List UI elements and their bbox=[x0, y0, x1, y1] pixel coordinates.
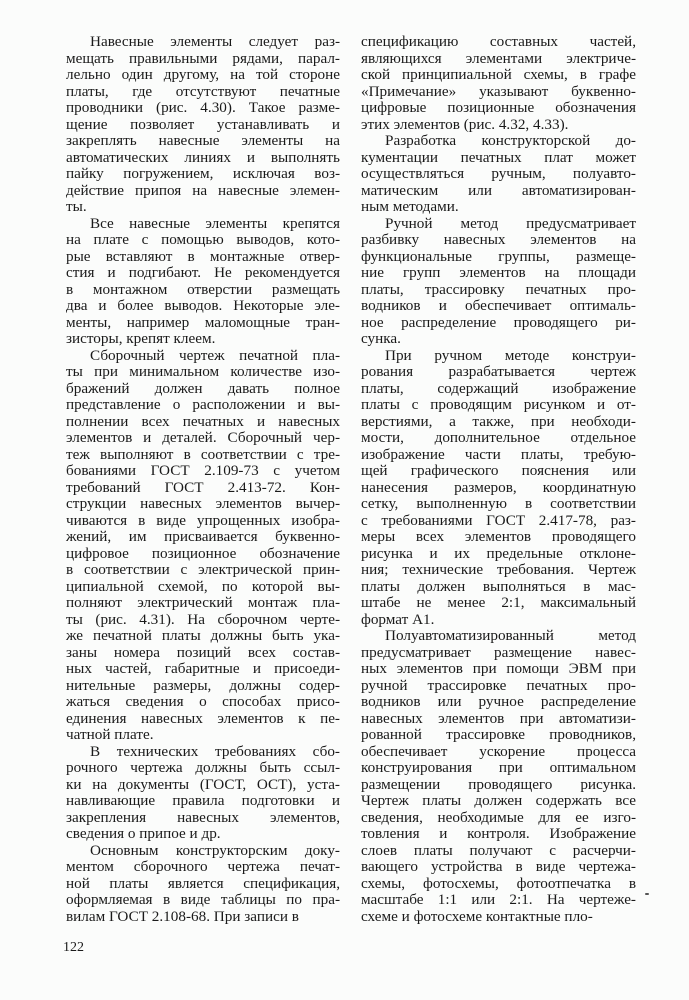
text-line: ты (рис. 4.31). На сборочном черте- bbox=[66, 610, 340, 628]
text-line: ципиальной схемой, по которой вы- bbox=[66, 577, 340, 595]
text-line: ручной трассировке печатных про- bbox=[361, 676, 636, 694]
text-line: являющихся элементами электриче- bbox=[361, 49, 636, 67]
text-line: ное распределение проводящего ри- bbox=[361, 313, 636, 331]
text-line: вилам ГОСТ 2.108-68. При записи в bbox=[66, 907, 299, 925]
text-line: верстиями, а также, при необходи- bbox=[361, 412, 636, 430]
text-line: Полуавтоматизированный метод bbox=[385, 627, 636, 644]
text-line: полняют электрический монтаж пла- bbox=[66, 594, 340, 611]
text-line: лельно один другому, на той стороне bbox=[66, 66, 340, 83]
text-line: представление о расположении и вы- bbox=[66, 396, 340, 413]
text-line: водников и обеспечивает оптималь- bbox=[361, 297, 636, 314]
text-line: навесных элементов при автоматизи- bbox=[361, 709, 636, 727]
text-line: ской принципиальной схемы, в графе bbox=[361, 66, 636, 83]
text-line: ных частей, габаритные и присоеди- bbox=[66, 660, 340, 677]
text-line: спецификацию составных частей, bbox=[361, 33, 636, 50]
text-line: проводники (рис. 4.30). Такое разме- bbox=[66, 99, 340, 116]
text-line: сведения о припое и др. bbox=[66, 825, 221, 842]
paragraph bbox=[361, 133, 636, 216]
text-line: Навесные элементы следует раз- bbox=[90, 33, 340, 50]
text-line: же печатной платы должны быть ука- bbox=[66, 627, 340, 644]
text-line: нанесения размеров, координатную bbox=[361, 478, 636, 496]
text-line: пайку погружением, исключая воз- bbox=[66, 165, 340, 182]
paragraph bbox=[66, 744, 340, 843]
left-text-column bbox=[66, 34, 340, 925]
text-line: рованной трассировке проводников, bbox=[361, 726, 636, 743]
text-line: предусматривает размещение навес- bbox=[361, 643, 636, 661]
text-line: менты, например маломощные тран- bbox=[66, 313, 340, 331]
text-line: с требованиями ГОСТ 2.417-78, раз- bbox=[361, 511, 636, 529]
text-line: функциональные группы, размеще- bbox=[361, 247, 636, 265]
text-line: щение позволяет устанавливать и bbox=[66, 115, 340, 133]
text-line: сунка. bbox=[361, 330, 401, 347]
text-line: жений, им присваивается буквенно- bbox=[66, 528, 340, 545]
text-line: вающего устройства в виде чертежа- bbox=[361, 858, 636, 875]
text-line: Чертеж платы должен содержать все bbox=[361, 792, 636, 809]
text-line: матическим или автоматизирован- bbox=[361, 181, 636, 199]
text-line: ным методами. bbox=[361, 198, 459, 215]
paragraph bbox=[66, 216, 340, 348]
text-line: В технических требованиях сбо- bbox=[90, 742, 340, 760]
text-line: Разработка конструкторской до- bbox=[385, 132, 636, 149]
text-line: на плате с помощью выводов, кото- bbox=[66, 231, 340, 248]
text-line: меры всех элементов проводящего bbox=[361, 528, 636, 545]
text-line: жаться сведения о способах присо- bbox=[66, 693, 340, 710]
text-line: «Примечание» указывают буквенно- bbox=[361, 82, 636, 100]
scan-speck bbox=[645, 893, 649, 895]
paragraph bbox=[361, 628, 636, 925]
text-line: бованиями ГОСТ 2.109-73 с учетом bbox=[66, 462, 340, 479]
text-line: осуществляться ручным, полуавто- bbox=[361, 165, 636, 182]
text-line: оформляемая в виде таблицы по пра- bbox=[66, 891, 340, 908]
text-line: этих элементов (рис. 4.32, 4.33). bbox=[361, 115, 569, 133]
paragraph bbox=[361, 34, 636, 133]
text-line: ной платы является спецификация, bbox=[66, 874, 340, 892]
text-line: цифровые позиционные обозначения bbox=[361, 99, 636, 116]
text-line: ты. bbox=[66, 198, 87, 215]
text-line: платы, содержащий изображение bbox=[361, 379, 636, 397]
text-line: зисторы, крепят клеем. bbox=[66, 330, 216, 347]
text-line: формат А1. bbox=[361, 610, 435, 628]
text-line: кументации печатных плат может bbox=[361, 148, 636, 166]
text-line: действие припоя на навесные элемен- bbox=[66, 181, 340, 199]
text-line: чиваются в виде упрощенных изобра- bbox=[66, 511, 340, 529]
text-line: полнении всех печатных и навесных bbox=[66, 412, 340, 430]
text-line: ных элементов при помощи ЭВМ при bbox=[361, 660, 636, 677]
text-line: ки на документы (ГОСТ, ОСТ), уста- bbox=[66, 775, 340, 793]
text-line: закрепления навесных элементов, bbox=[66, 808, 340, 826]
text-line: в соответствии с электрической прин- bbox=[66, 561, 340, 578]
text-line: единения навесных элементов к пе- bbox=[66, 709, 340, 727]
text-line: щей графического пояснения или bbox=[361, 462, 636, 479]
right-text-column bbox=[361, 34, 636, 925]
text-line: в монтажном отверстии размещать bbox=[66, 280, 340, 298]
text-line: платы, трассировку печатных про- bbox=[361, 280, 636, 298]
text-line: ты при минимальном количестве изо- bbox=[66, 363, 340, 380]
text-line: При ручном методе конструи- bbox=[385, 346, 636, 364]
text-line: платы, где отсутствуют печатные bbox=[66, 82, 340, 100]
text-line: ния; технические требования. Чертеж bbox=[361, 561, 636, 578]
paragraph bbox=[66, 843, 340, 926]
text-line: требований ГОСТ 2.413-72. Кон- bbox=[66, 478, 340, 496]
text-line: рые вставляют в монтажные отвер- bbox=[66, 247, 340, 265]
paragraph bbox=[66, 348, 340, 744]
text-line: изображение части платы, требую- bbox=[361, 445, 636, 463]
text-line: слоев платы получают с расчерчи- bbox=[361, 841, 636, 859]
text-line: рочного чертежа должны быть ссыл- bbox=[66, 759, 340, 776]
text-line: мости, дополнительное отдельное bbox=[361, 429, 636, 446]
text-line: рисунка и их предельные отклоне- bbox=[361, 544, 636, 562]
text-line: стия и подгибают. Не рекомендуется bbox=[66, 264, 340, 281]
text-line: товления и контроля. Изображение bbox=[361, 825, 636, 842]
text-line: нительные размеры, должны содер- bbox=[66, 676, 340, 694]
text-line: рования разрабатывается чертеж bbox=[361, 363, 636, 380]
text-line: Сборочный чертеж печатной пла- bbox=[90, 346, 340, 364]
text-line: конструирования при оптимальном bbox=[361, 759, 636, 776]
text-line: обеспечивает ускорение процесса bbox=[361, 742, 636, 760]
text-line: размещении проводящего рисунка. bbox=[361, 775, 636, 793]
text-line: цифровое позиционное обозначение bbox=[66, 544, 340, 562]
text-line: водников или ручное распределение bbox=[361, 693, 636, 710]
text-line: Все навесные элементы крепятся bbox=[90, 214, 340, 232]
text-line: струкции навесных элементов вычер- bbox=[66, 495, 340, 512]
text-line: закреплять навесные элементы на bbox=[66, 132, 340, 149]
text-line: сведения, необходимые для ее изго- bbox=[361, 808, 636, 826]
text-line: теж выполняют в соответствии с тре- bbox=[66, 445, 340, 463]
text-line: Основным конструкторским доку- bbox=[90, 841, 340, 859]
text-line: мещать правильными рядами, парал- bbox=[66, 49, 340, 67]
paragraph bbox=[66, 34, 340, 216]
text-line: ние групп элементов на площади bbox=[361, 264, 636, 281]
text-line: заны номера позиций всех состав- bbox=[66, 643, 340, 661]
text-line: элементов и деталей. Сборочный чер- bbox=[66, 429, 340, 446]
text-line: штабе не менее 2:1, максимальный bbox=[361, 594, 636, 611]
text-line: автоматических линиях и выполнять bbox=[66, 148, 340, 166]
page-number: 122 bbox=[63, 940, 84, 955]
text-line: бражений должен давать полное bbox=[66, 379, 340, 397]
paragraph bbox=[361, 348, 636, 629]
text-line: масштабе 1:1 или 2:1. На чертеже- bbox=[361, 891, 636, 908]
text-line: платы должен выполняться в мас- bbox=[361, 577, 636, 595]
text-line: Ручной метод предусматривает bbox=[385, 214, 636, 232]
paragraph bbox=[361, 216, 636, 348]
text-line: чатной плате. bbox=[66, 726, 154, 743]
text-line: схемы, фотосхемы, фотоотпечатка в bbox=[361, 874, 636, 892]
text-line: ментом сборочного чертежа печат- bbox=[66, 858, 340, 875]
text-line: два и более выводов. Некоторые эле- bbox=[66, 297, 340, 314]
text-line: платы с проводящим рисунком и от- bbox=[361, 396, 636, 413]
text-line: навливающие правила подготовки и bbox=[66, 792, 340, 809]
text-line: сетку, выполненную в соответствии bbox=[361, 495, 636, 512]
text-line: разбивку навесных элементов на bbox=[361, 231, 636, 248]
text-line: схеме и фотосхеме контактные пло- bbox=[361, 907, 593, 925]
